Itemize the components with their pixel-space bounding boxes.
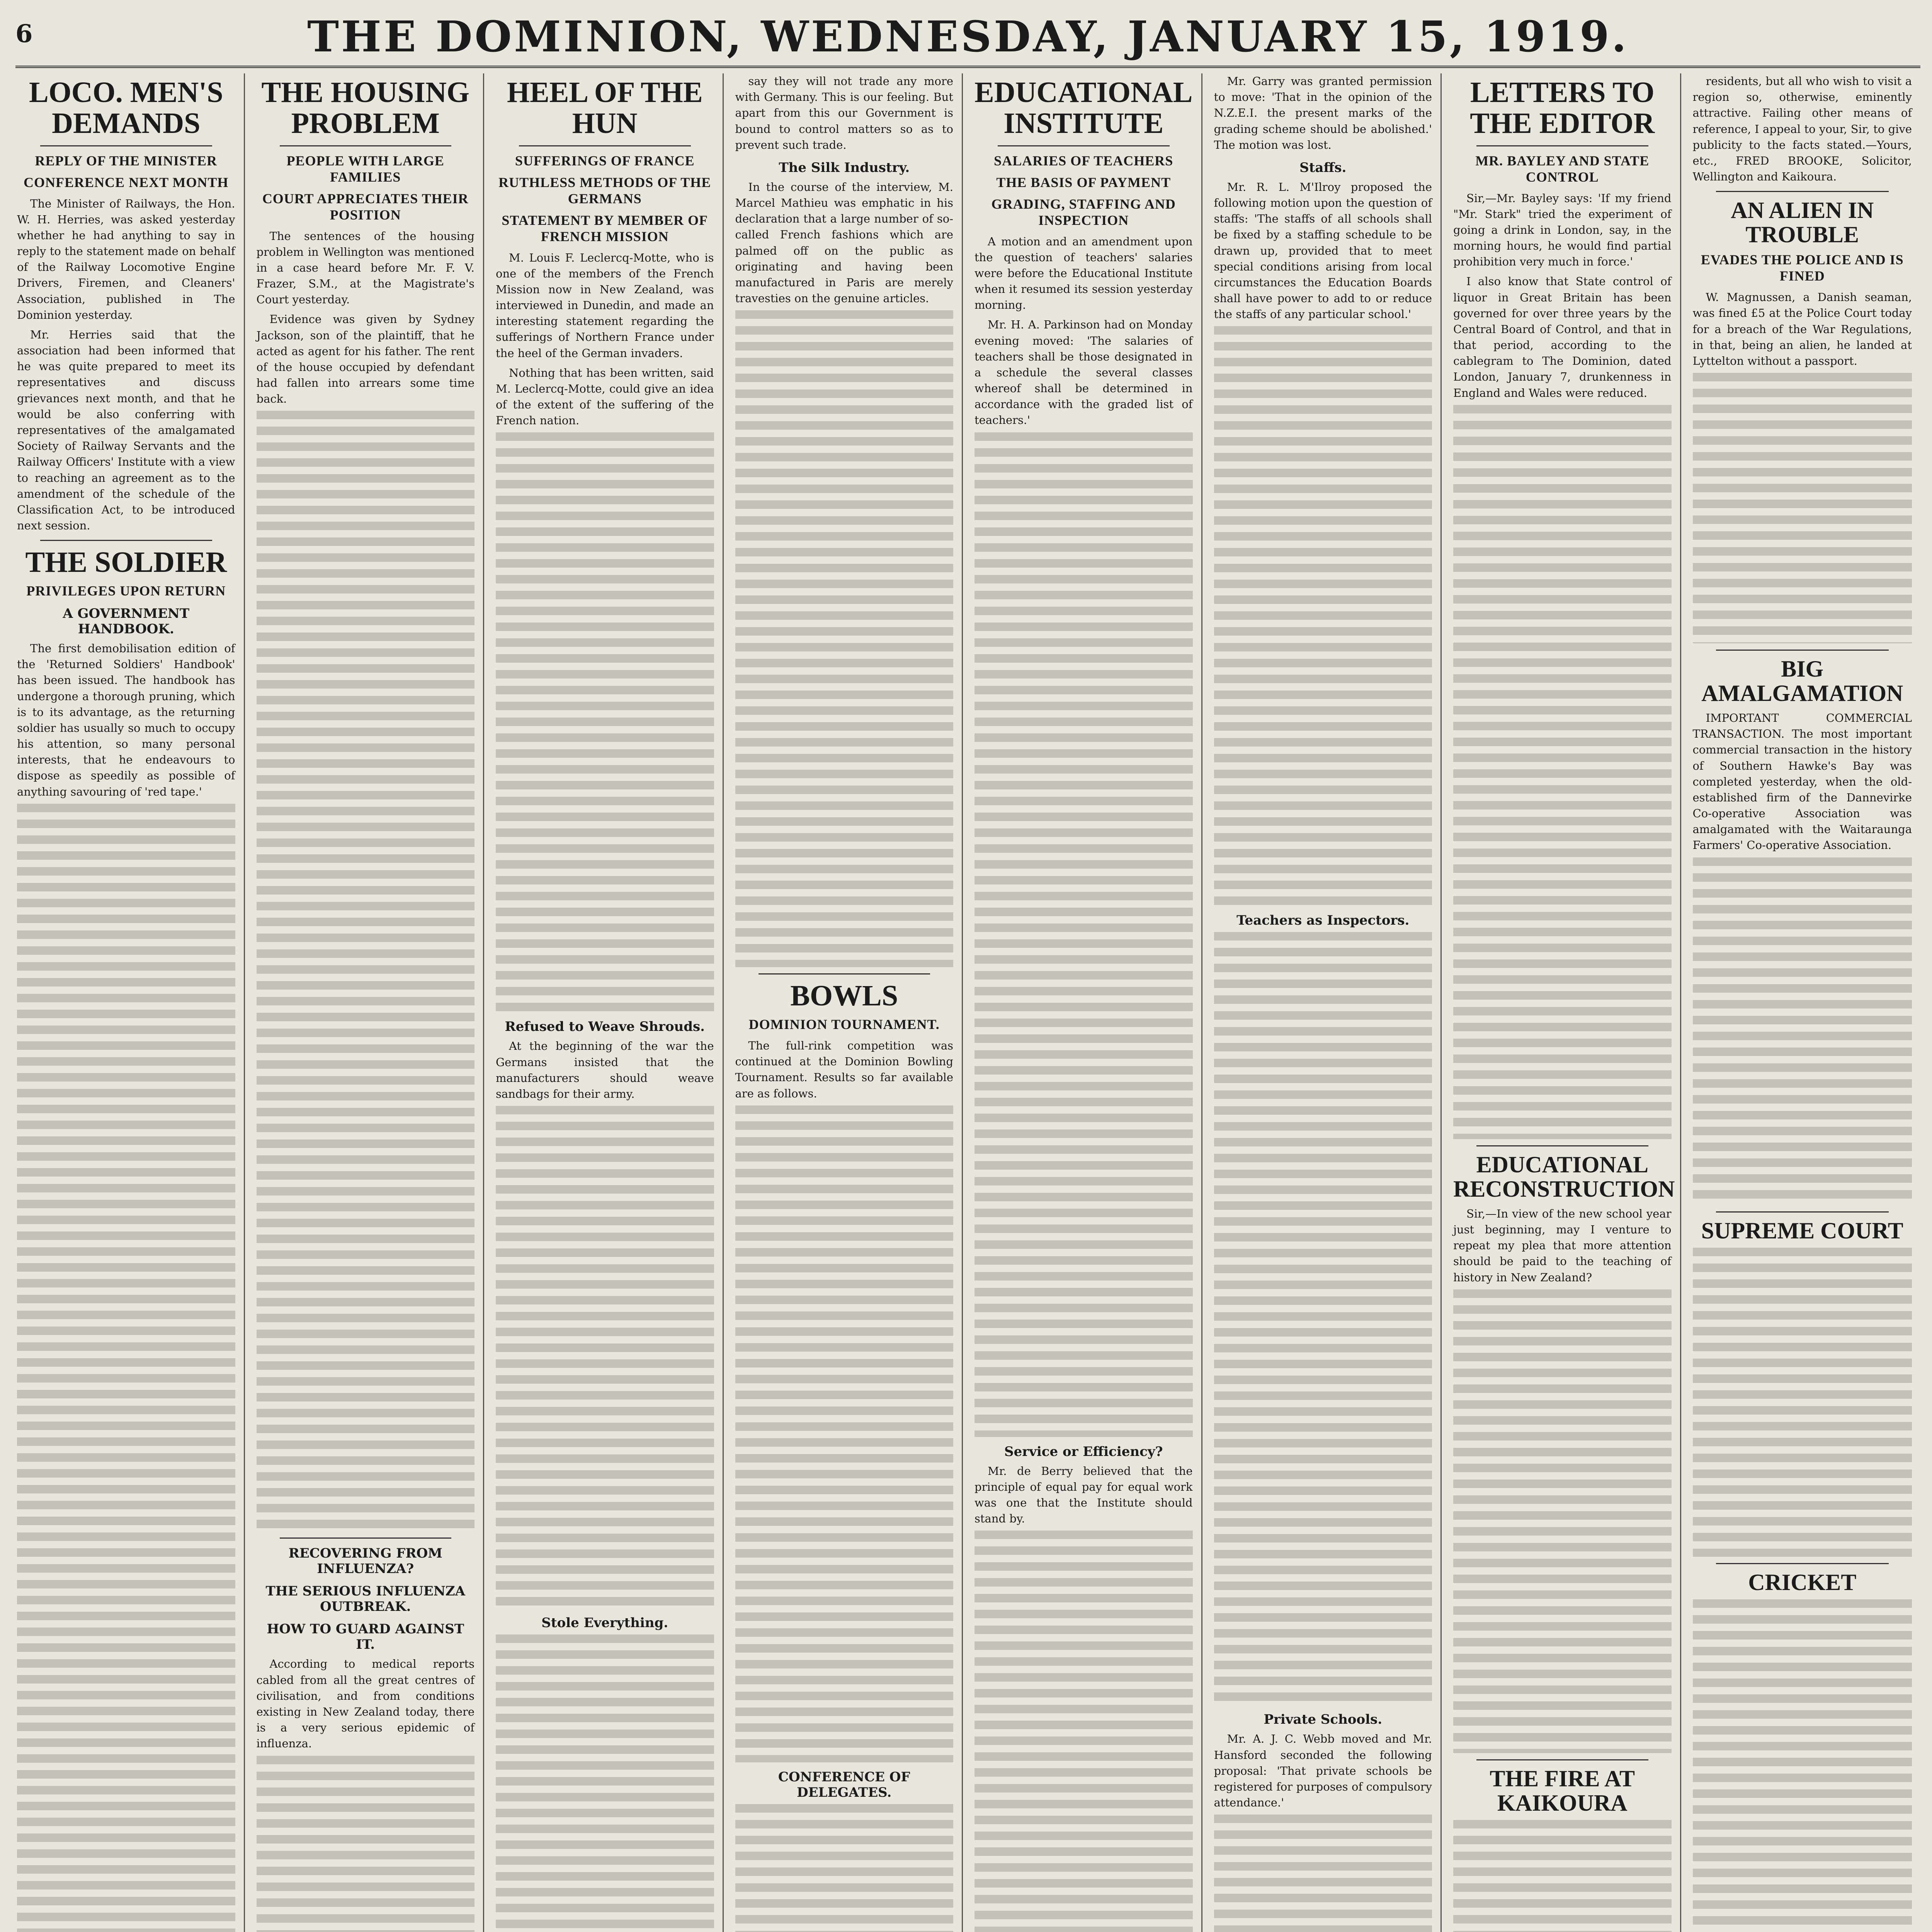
- column-2: [255, 73, 485, 1932]
- column-8: [1691, 73, 1921, 1932]
- subheading: SALARIES OF TEACHERS: [994, 153, 1173, 168]
- subheading: STATEMENT BY MEMBER OF FRENCH MISSION: [502, 212, 708, 244]
- text-block: [17, 804, 235, 1932]
- paragraph: Mr. H. A. Parkinson had on Monday evening moved: 'The salaries of teachers shall be those designated in a schedule the several classes whereof shall be determined in accordance with the graded list of teachers.': [975, 318, 1193, 427]
- text-block: [1214, 932, 1432, 1705]
- divider: [1476, 145, 1648, 146]
- subheading: DOMINION TOURNAMENT.: [748, 1017, 940, 1032]
- paragraph: say they will not trade any more with Germany. This is our feeling. But apart from this our Government is bound to control matters so as to prevent such trade.: [735, 75, 953, 151]
- headline: BIG AMALGAMATION: [1701, 656, 1903, 706]
- paragraph: The full-rink competition was continued at the Dominion Bowling Tournament. Results so far available are as follows.: [735, 1039, 953, 1100]
- headline: THE HOUSING PROBLEM: [261, 76, 469, 139]
- paragraph: Nothing that has been written, said M. Leclercq-Motte, could give an idea of the extent of the suffering of the French nation.: [496, 366, 714, 427]
- paragraph: Mr. Garry was granted permission to move: 'That in the opinion of the N.Z.E.I. the present marks of the grading scheme should be abolished.' The motion was lost.: [1214, 75, 1432, 151]
- column-7: [1452, 73, 1681, 1932]
- text-block: [1693, 1599, 1912, 1932]
- section-head: Refused to Weave Shrouds.: [505, 1019, 705, 1035]
- text-block: [1453, 1289, 1672, 1753]
- subheading: REPLY OF THE MINISTER: [35, 153, 217, 168]
- text-block: [1693, 1248, 1912, 1557]
- paragraph: Mr. A. J. C. Webb moved and Mr. Hansford seconded the following proposal: 'That private schools be registered for purposes of compulsory attendance.': [1214, 1732, 1432, 1810]
- column-5: [973, 73, 1202, 1932]
- text-block: [496, 1634, 714, 1932]
- divider: [1476, 1759, 1648, 1760]
- text-block: [1693, 373, 1912, 643]
- section-head: THE SERIOUS INFLUENZA OUTBREAK.: [265, 1583, 465, 1615]
- text-block: [1693, 857, 1912, 1205]
- text-block: [1214, 326, 1432, 906]
- text-block: [496, 432, 714, 1012]
- subheading: MR. BAYLEY AND STATE CONTROL: [1475, 153, 1650, 185]
- paragraph: A motion and an amendment upon the question of teachers' salaries were before the Educational Institute when it resumed its session yesterday morning.: [975, 235, 1193, 312]
- paragraph: The sentences of the housing problem in Wellington was mentioned in a case heard before Mr. F. V. Frazer, S.M., at the Magistrate's Court yesterday.: [256, 229, 474, 306]
- paragraph: I also know that State control of liquor in Great Britain has been governed for over three years by the Central Board of Control, and that in that period, according to the cablegram to The Dominion, dated London, January 7, drunkenness in England and Wales were reduced.: [1453, 275, 1672, 400]
- section-head: HOW TO GUARD AGAINST IT.: [267, 1621, 464, 1653]
- text-block: [735, 1105, 954, 1762]
- text-block: [1453, 405, 1672, 1139]
- text-block: [257, 1756, 475, 1932]
- section-head: CONFERENCE OF DELEGATES.: [778, 1769, 910, 1800]
- paragraph: W. Magnussen, a Danish seaman, was fined £5 at the Police Court today for a breach of the War Regulations, in that, being an alien, he landed at Lyttelton without a passport.: [1692, 291, 1912, 367]
- subheading: PEOPLE WITH LARGE FAMILIES: [286, 153, 444, 185]
- section-head: RECOVERING FROM INFLUENZA?: [288, 1546, 442, 1577]
- section-head: Teachers as Inspectors.: [1236, 913, 1410, 929]
- divider: [40, 145, 212, 146]
- divider: [40, 540, 212, 541]
- text-block: [735, 310, 954, 967]
- divider: [1476, 1145, 1648, 1146]
- section-head: Private Schools.: [1264, 1712, 1383, 1728]
- text-block: [975, 1531, 1193, 1932]
- subheading: GRADING, STAFFING AND INSPECTION: [991, 196, 1176, 228]
- divider: [998, 145, 1170, 146]
- divider: [1716, 650, 1889, 651]
- subheading: SUFFERINGS OF FRANCE: [515, 153, 695, 168]
- paragraph: At the beginning of the war the Germans insisted that the manufacturers should weave sandbags for their army.: [496, 1039, 714, 1100]
- paragraph: Mr. de Berry believed that the principle of equal pay for equal work was one that the Institute should stand by.: [975, 1464, 1193, 1526]
- headline: EDUCATIONAL RECONSTRUCTION: [1453, 1151, 1675, 1202]
- paragraph: residents, but all who wish to visit a region so, otherwise, eminently attractive. Failing other means of reference, I appeal to your, Sir, to give publicity to the facts stated.—Yours, etc., FRED BROOKE, Solicitor, Wellington and Kaikoura.: [1692, 75, 1912, 184]
- divider: [280, 1537, 452, 1539]
- paragraph: The first demobilisation edition of the 'Returned Soldiers' Handbook' has been issued. The handbook has undergone a thorough pruning, which is to its advantage, as the returning soldier has usually so much to occupy his attention, so many personal interests, that he endeavours to dispose as speedily as possible of anything savouring of 'red tape.': [17, 642, 235, 798]
- headline: LOCO. MEN'S DEMANDS: [29, 76, 223, 139]
- headline: BOWLS: [790, 980, 898, 1012]
- column-1: [15, 73, 245, 1932]
- divider: [1716, 1563, 1889, 1564]
- headline: CRICKET: [1748, 1569, 1857, 1595]
- page-number: 6: [15, 19, 33, 48]
- section-head: A GOVERNMENT HANDBOOK.: [63, 606, 190, 637]
- paragraph: Sir,—In view of the new school year just beginning, may I venture to repeat my plea that more attention should be paid to the teaching of history in New Zealand?: [1453, 1207, 1672, 1284]
- column-3: [494, 73, 724, 1932]
- paragraph: Evidence was given by Sydney Jackson, son of the plaintiff, that he acted as agent for his father. The rent of the house occupied by defendant had fallen into arrears some time back.: [256, 313, 474, 406]
- paragraph: Mr. Herries said that the association had been informed that he was quite prepared to meet its representatives and discuss grievances next month, and that he would be also conferring with representatives of the amalgamated Society of Railway Servants and the Railway Officers' Institute with a view to reaching an agreement as to the amendment of the schedule of the Classification Act, to be introduced next session.: [17, 328, 235, 532]
- subheading: RUTHLESS METHODS OF THE GERMANS: [498, 174, 711, 206]
- section-head: Stole Everything.: [541, 1615, 668, 1631]
- masthead-title: THE DOMINION, WEDNESDAY, JANUARY 15, 1919.: [307, 12, 1629, 61]
- paragraph: In the course of the interview, M. Marcel Mathieu was emphatic in his declaration that a large number of so-called French fashions which are palmed off on the public as originating and having been manufactured in Paris are merely travesties on the genuine articles.: [735, 180, 953, 305]
- column-6: [1213, 73, 1442, 1932]
- text-block: [1214, 1815, 1432, 1932]
- text-block: [975, 432, 1193, 1437]
- subheading: CONFERENCE NEXT MONTH: [24, 174, 229, 190]
- headline: THE SOLDIER: [25, 546, 227, 579]
- headline: LETTERS TO THE EDITOR: [1470, 76, 1655, 139]
- text-block: [257, 411, 475, 1531]
- masthead: [15, 8, 1920, 68]
- text-block: [735, 1804, 954, 1932]
- subheading: PRIVILEGES UPON RETURN: [26, 583, 226, 599]
- divider: [280, 145, 452, 146]
- paragraph: M. Louis F. Leclercq-Motte, who is one of the members of the French Mission now in New Zealand, was interviewed in Dunedin, and made an interesting statement regarding the sufferings of Northern France under the heel of the German invaders.: [496, 251, 714, 360]
- paragraph: IMPORTANT COMMERCIAL TRANSACTION. The most important commercial transaction in the history of Southern Hawke's Bay was completed yesterday, when the old-established firm of the Dannevirke Co-operative Association was amalgamated with the Waitaraunga Farmers' Co-operative Association.: [1692, 711, 1912, 852]
- section-head: The Silk Industry.: [779, 160, 910, 175]
- paragraph: According to medical reports cabled from all the great centres of civilisation, and from conditions existing in New Zealand today, there is a very serious epidemic of influenza.: [256, 1657, 474, 1750]
- section-head: Staffs.: [1299, 160, 1347, 175]
- text-block: [496, 1106, 714, 1608]
- headline: HEEL OF THE HUN: [507, 76, 703, 139]
- column-4: [734, 73, 963, 1932]
- paragraph: Sir,—Mr. Bayley says: 'If my friend "Mr. Stark" tried the experiment of going a drink in London, say, in the morning hours, he would find partial prohibition very much in force.': [1453, 191, 1672, 269]
- headline: THE FIRE AT KAIKOURA: [1490, 1765, 1635, 1816]
- column-grid: [15, 73, 1920, 1932]
- paragraph: Mr. R. L. M'Ilroy proposed the following motion upon the question of staffs: 'The staffs of all schools shall be fixed by a staffing schedule to be drawn up, provided that to meet special conditions arising from local circumstances the Education Boards shall have power to add to or reduce the staffs of any particular school.': [1214, 180, 1432, 321]
- divider: [519, 145, 691, 146]
- divider: [1716, 191, 1889, 192]
- paragraph: The Minister of Railways, the Hon. W. H. Herries, was asked yesterday whether he had anything to say in reply to the statement made on behalf of the Railway Locomotive Engine Drivers, Firemen, and Cleaners' Association, published in The Dominion yesterday.: [17, 197, 235, 321]
- subheading: THE BASIS OF PAYMENT: [996, 174, 1171, 190]
- headline: AN ALIEN IN TROUBLE: [1731, 197, 1874, 248]
- headline: SUPREME COURT: [1701, 1218, 1903, 1243]
- subheading: COURT APPRECIATES THEIR POSITION: [262, 190, 469, 223]
- section-head: Service or Efficiency?: [1004, 1444, 1163, 1459]
- headline: EDUCATIONAL INSTITUTE: [975, 76, 1193, 139]
- text-block: [1453, 1820, 1672, 1932]
- subheading: EVADES THE POLICE AND IS FINED: [1701, 252, 1904, 284]
- divider: [759, 973, 930, 975]
- divider: [1716, 1211, 1889, 1213]
